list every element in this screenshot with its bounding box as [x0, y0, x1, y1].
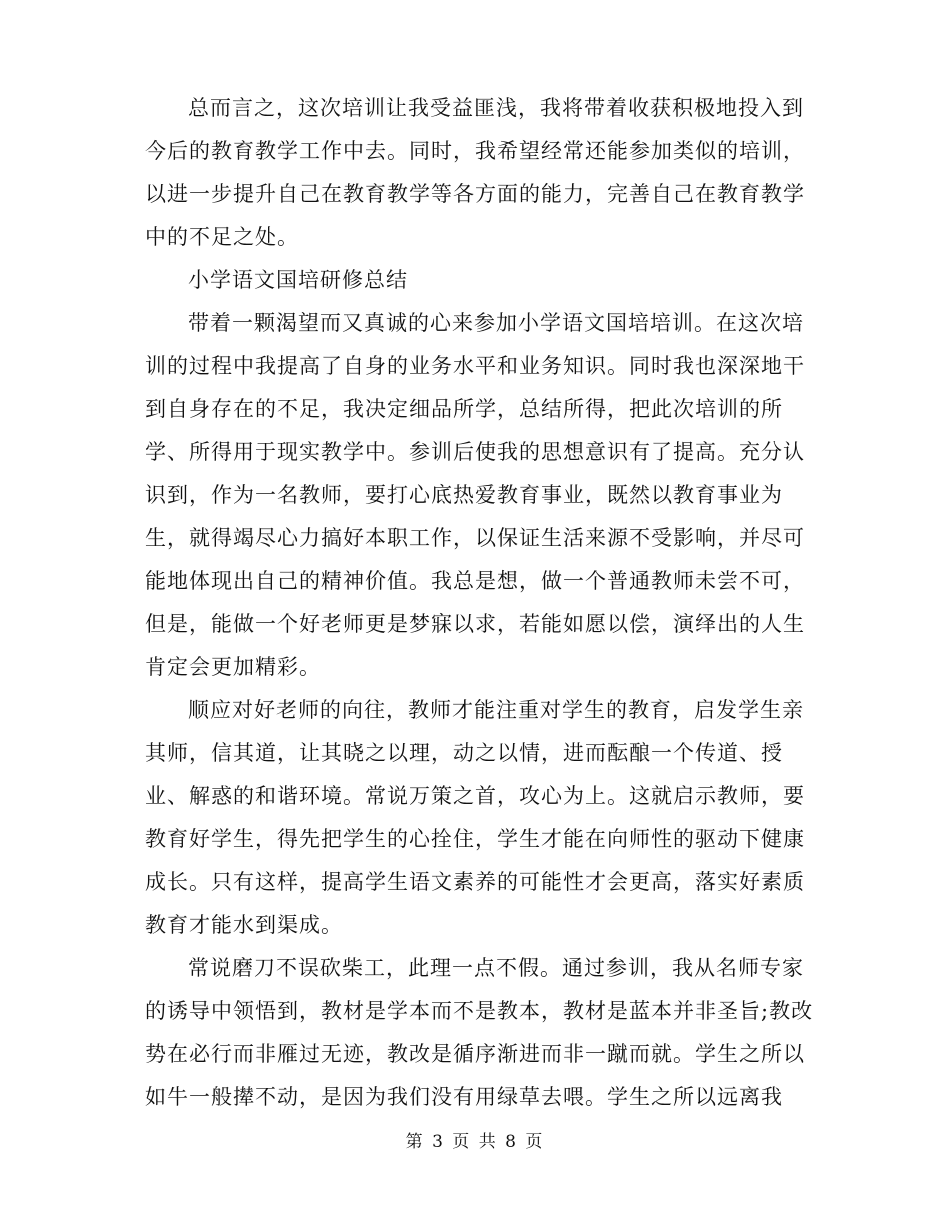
- text-line: 成长。只有这样，提高学生语文素养的可能性才会更高，落实好素质: [145, 870, 805, 894]
- text-line: 带着一颗渴望而又真诚的心来参加小学语文国培培训。在这次培: [188, 311, 804, 335]
- text-line: 学、所得用于现实教学中。参训后使我的思想意识有了提高。充分认: [145, 440, 805, 464]
- text-line: 生，就得竭尽心力搞好本职工作，以保证生活来源不受影响，并尽可: [145, 526, 805, 550]
- text-line: 教育才能水到渠成。: [145, 913, 343, 937]
- text-line: 以进一步提升自己在教育教学等各方面的能力，完善自己在教育教学: [145, 182, 805, 206]
- text-line: 如牛一般撵不动，是因为我们没有用绿草去喂。学生之所以远离我: [145, 1085, 783, 1109]
- text-line: 业、解惑的和谐环境。常说万策之首，攻心为上。这就启示教师，要: [145, 784, 805, 808]
- page-number-footer: 第 3 页 共 8 页: [405, 1132, 545, 1152]
- section-title: 小学语文国培研修总结: [188, 268, 408, 292]
- text-line: 到自身存在的不足，我决定细品所学，总结所得，把此次培训的所: [145, 397, 783, 421]
- text-line: 识到，作为一名教师，要打心底热爱教育事业，既然以教育事业为: [145, 483, 783, 507]
- text-line: 中的不足之处。: [145, 225, 299, 249]
- text-line: 训的过程中我提高了自身的业务水平和业务知识。同时我也深深地干: [145, 354, 805, 378]
- text-line: 肯定会更加精彩。: [145, 655, 321, 679]
- text-line: 总而言之，这次培训让我受益匪浅，我将带着收获积极地投入到: [188, 96, 804, 120]
- text-line: 势在必行而非雁过无迹，教改是循序渐进而非一蹴而就。学生之所以: [145, 1042, 805, 1066]
- text-line: 但是，能做一个好老师更是梦寐以求，若能如愿以偿，演绎出的人生: [145, 612, 805, 636]
- text-line: 常说磨刀不误砍柴工，此理一点不假。通过参训，我从名师专家: [188, 956, 804, 980]
- text-line: 今后的教育教学工作中去。同时，我希望经常还能参加类似的培训，: [145, 139, 805, 163]
- text-line: 其师，信其道，让其晓之以理，动之以情，进而酝酿一个传道、授: [145, 741, 783, 765]
- text-line: 能地体现出自己的精神价值。我总是想，做一个普通教师未尝不可，: [145, 569, 805, 593]
- text-line: 的诱导中领悟到，教材是学本而不是教本，教材是蓝本并非圣旨;教改: [145, 999, 814, 1023]
- text-line: 顺应对好老师的向往，教师才能注重对学生的教育，启发学生亲: [188, 698, 804, 722]
- text-line: 教育好学生，得先把学生的心拴住，学生才能在向师性的驱动下健康: [145, 827, 805, 851]
